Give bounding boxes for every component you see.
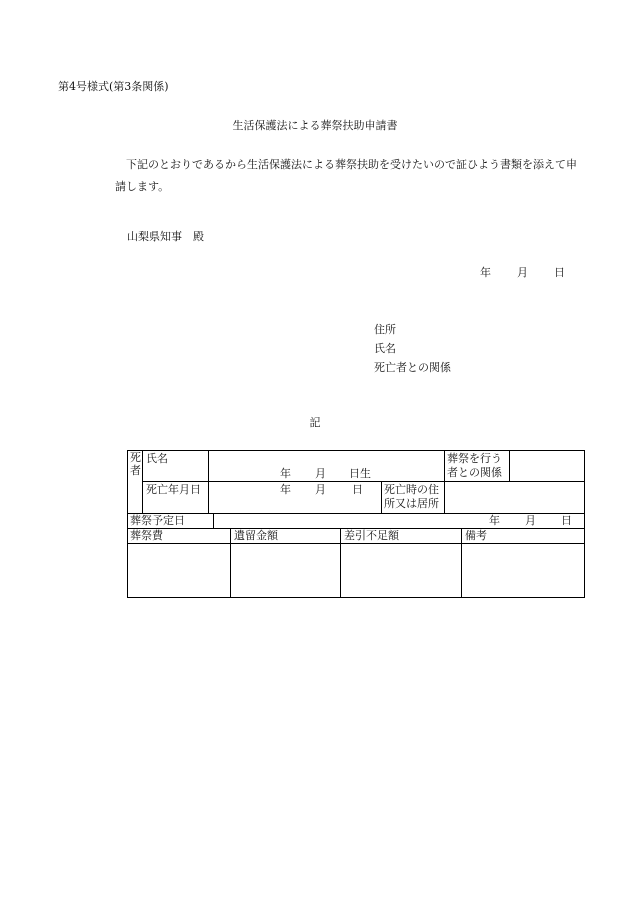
application-table [127, 450, 585, 598]
death-day-label: 日 [352, 483, 363, 496]
death-month-label: 月 [315, 483, 326, 496]
column-remarks: 備考 [465, 529, 487, 542]
funeral-relation-label-2: 者との関係 [447, 466, 502, 479]
funeral-date-label: 葬祭予定日 [130, 514, 185, 527]
applicant-relation-label: 死亡者との関係 [374, 361, 451, 374]
column-funeral-cost: 葬祭費 [130, 529, 163, 542]
funeral-relation-label: 葬祭を行う [447, 452, 502, 465]
deceased-label-2: 者 [130, 464, 141, 477]
death-year-label: 年 [280, 483, 291, 496]
deceased-label: 死 [130, 451, 141, 464]
addressee: 山梨県知事 殿 [127, 230, 204, 243]
application-date [480, 266, 565, 281]
birth-month-label: 月 [315, 467, 326, 480]
deceased-name-label: 氏名 [146, 452, 168, 465]
date-month-label: 月 [517, 266, 528, 279]
applicant-address-label: 住所 [374, 323, 396, 336]
funeral-month-label: 月 [525, 514, 536, 527]
date-day-label: 日 [554, 266, 565, 279]
death-address-label: 死亡時の住 [384, 483, 439, 496]
date-year-label: 年 [480, 266, 491, 279]
birth-day-label: 日生 [349, 467, 371, 480]
death-address-label-2: 所又は居所 [384, 497, 439, 510]
applicant-name-label: 氏名 [374, 342, 396, 355]
funeral-year-label: 年 [489, 514, 500, 527]
column-estate-amount: 遺留金額 [234, 529, 278, 542]
document-title: 生活保護法による葬祭扶助申請書 [232, 119, 398, 132]
funeral-day-label: 日 [561, 514, 572, 527]
birth-year-label: 年 [280, 467, 291, 480]
ki-heading: 記 [309, 416, 321, 429]
death-date-label: 死亡年月日 [146, 483, 201, 496]
form-number: 第4号様式(第3条関係) [58, 80, 169, 93]
application-statement: 下記のとおりであるから生活保護法による葬祭扶助を受けたいので証ひよう書類を添えて申請します。 [115, 158, 577, 193]
column-shortfall: 差引不足額 [344, 529, 399, 542]
